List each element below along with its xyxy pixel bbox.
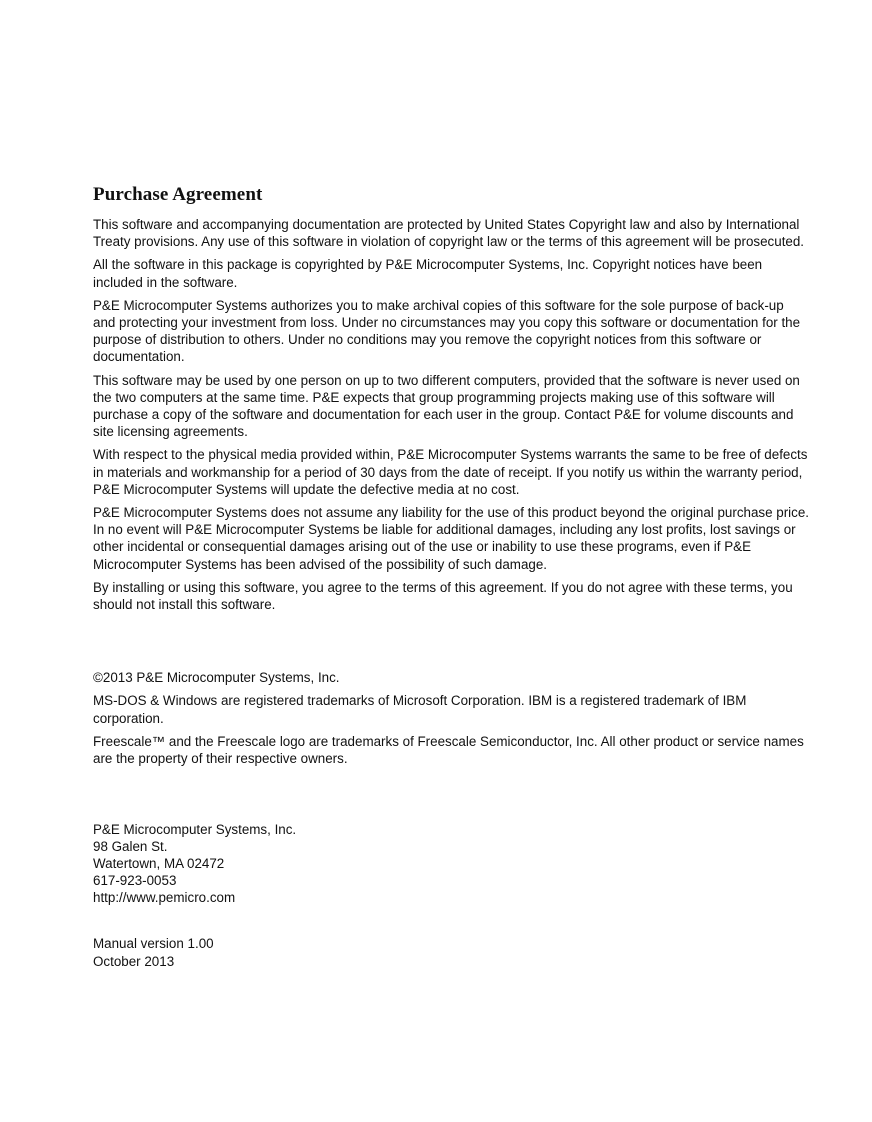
trademark-notice-freescale: Freescale™ and the Freescale logo are trademarks of Freescale Semiconductor, Inc. All other product or service names are the property of their respective owners. — [93, 733, 804, 767]
agreement-paragraph-copyrighted: All the software in this package is copyrighted by P&E Microcomputer Systems, Inc. Copyright notices have been included in the software. — [93, 257, 763, 290]
document-page — [93, 183, 809, 970]
agreement-paragraph-copyright-law: This software and accompanying documentation are protected by United States Copyright law and also by International Treaty provisions. Any use of this software in violation of copyright law or the terms of this agreement will be prosecuted. — [93, 217, 805, 250]
company-name: P&E Microcomputer Systems, Inc. — [93, 822, 297, 838]
copyright-notice: ©2013 P&E Microcomputer Systems, Inc. — [93, 670, 340, 686]
website-url: http://www.pemicro.com — [93, 890, 236, 906]
legal-notices — [93, 669, 809, 767]
agreement-paragraph-archival-copies: P&E Microcomputer Systems authorizes you to make archival copies of this software for the sole purpose of back-up and protecting your investment from loss. Under no circumstances may you copy this software or documentation for the purpose of distribution to others. Under no conditions may you remove the copyright notices from this software or documentation. — [93, 297, 801, 365]
manual-version — [93, 935, 809, 970]
company-address — [93, 821, 809, 906]
version-date: October 2013 — [93, 953, 175, 969]
city-state-zip: Watertown, MA 02472 — [93, 856, 225, 872]
phone-number: 617-923-0053 — [93, 873, 177, 889]
agreement-paragraph-liability: P&E Microcomputer Systems does not assume any liability for the use of this product beyond the original purchase price. In no event will P&E Microcomputer Systems be liable for additional damages, including any lost profits, lost savings or other incidental or consequential damages arising out of the use or inability to use these programs, even if P&E Microcomputer Systems has been advised of the possibility of such damage. — [93, 505, 810, 572]
agreement-paragraph-warranty: With respect to the physical media provided within, P&E Microcomputer Systems warrants the same to be free of defects in materials and workmanship for a period of 30 days from the date of receipt. If you notify us within the warranty period, P&E Microcomputer Systems will update the defective media at no cost. — [93, 447, 808, 497]
trademark-notice-ms-ibm: MS-DOS & Windows are registered trademarks of Microsoft Corporation. IBM is a registered trademark of IBM corporation. — [93, 693, 747, 726]
agreement-paragraph-acceptance: By installing or using this software, you agree to the terms of this agreement. If you do not agree with these terms, you should not install this software. — [93, 579, 793, 613]
agreement-paragraph-usage: This software may be used by one person on up to two different computers, provided that the software is never used on the two computers at the same time. P&E expects that group programming projects making use of this software will purchase a copy of the software and documentation for each user in the group. Contact P&E for volume discounts and site licensing agreements. — [93, 372, 800, 440]
agreement-body — [93, 216, 809, 613]
version-label: Manual version 1.00 — [93, 936, 214, 952]
page-title: Purchase Agreement — [93, 184, 263, 205]
street-address: 98 Galen St. — [93, 839, 168, 855]
